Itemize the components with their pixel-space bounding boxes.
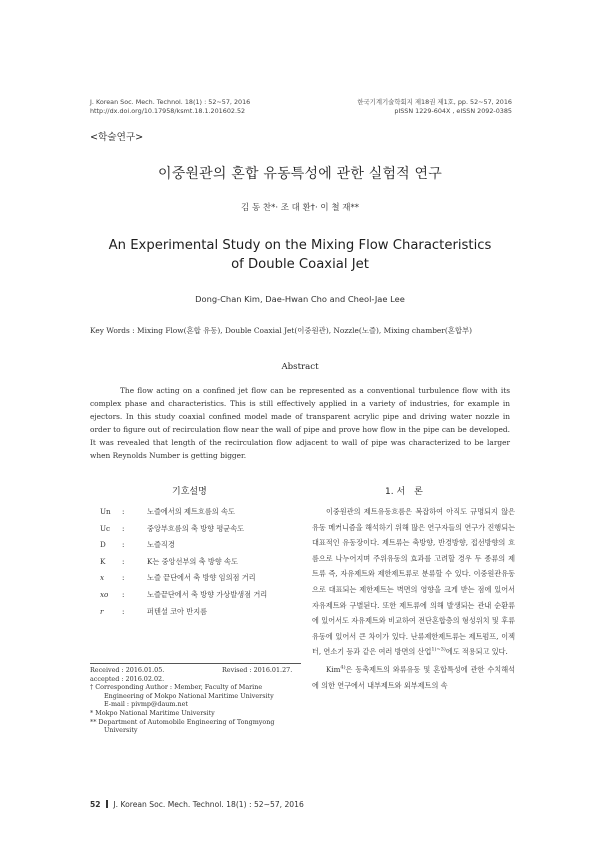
nomenclature-row	[100, 524, 300, 541]
authors-english: Dong-Chan Kim, Dae-Hwan Cho and Cheol-Jae Lee	[195, 294, 405, 304]
nomenclature-row	[100, 540, 300, 557]
abstract-heading: Abstract	[281, 362, 319, 372]
nomenclature-symbol: Uc	[100, 523, 111, 533]
nomenclature-desc: 노즐직경	[147, 540, 175, 550]
nomenclature-desc: 노즐끝단에서 축 방향 가상발생점 거리	[147, 590, 268, 599]
nomenclature-symbol: D	[100, 540, 106, 550]
nomenclature-symbol: xo	[100, 590, 109, 599]
keywords: Key Words : Mixing Flow(혼합 유동), Double Coaxial Jet(이중원관), Nozzle(노즐), Mixing chamber(혼합부)	[90, 326, 473, 335]
footnote-divider	[90, 663, 301, 664]
nomenclature-sep: :	[122, 507, 125, 516]
affiliation-2: ** Department of Automobile Engineering of Tongmyong	[90, 717, 275, 726]
nomenclature-row	[100, 607, 300, 624]
nomenclature-sep: :	[122, 573, 125, 583]
affiliation-1: * Mokpo National Maritime University	[90, 708, 215, 717]
nomenclature-sep: :	[122, 556, 125, 566]
citation-author: Kim	[326, 664, 341, 674]
footer-citation: J. Korean Soc. Mech. Technol. 18(1) : 52~57, 2016	[113, 800, 304, 809]
nomenclature-sep: :	[122, 540, 125, 550]
nomenclature-sep: :	[122, 523, 125, 533]
citation-superscript: 1)~3)	[431, 646, 446, 653]
nomenclature-sep: :	[122, 606, 125, 616]
nomenclature-desc: K는 중앙선부의 축 방향 속도	[147, 556, 238, 566]
received-date: Received : 2016.01.05.	[90, 666, 165, 674]
nomenclature-symbol: K	[100, 556, 106, 566]
nomenclature-desc: 중앙부흐름의 축 방향 평균속도	[147, 523, 245, 533]
journal-citation: J. Korean Soc. Mech. Technol. 18(1) : 52~57, 2016	[90, 98, 251, 106]
corresponding-author: † Corresponding Author : Member, Faculty of Marine	[90, 683, 263, 692]
abstract-text: The flow acting on a confined jet flow can be represented as a conventional turbulence flow with its complex phase and characteristics. This is still effectively applied in a variety of industries, for example in ejectors. In this study coaxial confined model made of transparent acrylic pipe and driving water nozzle in order to figure out of recirculation flow near the wall of pipe and prove how flow in the pipe can be developed. It was revealed that length of the recirculation flow adjacent to wall of pipe was characterized to be larger when Reynolds Number is getting bigger.	[90, 386, 510, 461]
introduction-heading: 1. 서 론	[385, 487, 423, 497]
nomenclature-row	[100, 557, 300, 574]
revised-date: Revised : 2016.01.27.	[222, 666, 293, 674]
received-date-line	[90, 666, 305, 675]
journal-citation-korean: 한국기계기술학회지 제18권 제1호, pp. 52~57, 2016	[357, 98, 512, 106]
title-english-line1: An Experimental Study on the Mixing Flow Characteristics	[108, 238, 492, 253]
footnotes	[90, 666, 305, 735]
nomenclature-desc: 노즐에서의 제트흐름의 속도	[147, 507, 235, 516]
title-english-line2: of Double Coaxial Jet	[231, 257, 369, 272]
nomenclature-sep: :	[122, 590, 125, 599]
nomenclature-row	[100, 507, 300, 524]
nomenclature-symbol: r	[100, 606, 104, 616]
article-category: <학술연구>	[90, 132, 144, 143]
accepted-date: accepted : 2016.02.02.	[90, 674, 165, 683]
title-korean: 이중원관의 혼합 유동특성에 관한 실험적 연구	[157, 166, 442, 182]
authors-korean: 김 동 찬*· 조 대 환†· 이 철 재**	[241, 203, 359, 213]
corresponding-author-affiliation: Engineering of Mokpo National Maritime University	[104, 691, 274, 700]
introduction-body	[312, 504, 515, 693]
introduction-paragraph-1-text: 이중원관의 제트유동흐름은 복잡하여 아직도 규명되지 않은 유동 메커니즘을 해석하기 위해 많은 연구자들의 연구가 진행되는 대표적인 유동장이다. 제트류는 축방향, 반경방향, 접선방향의 흐름으로 나누어지며 주위유동의 효과를 고려할 경우 두 종류의 제트류 즉, 자유제트와 제한제트류로 분류할 수 있다. 이중원관유동으로 대표되는 제한제트는 벽면의 영향을 크게 받는 점에 있어서 자유제트와 구별된다. 또한 제트류에 의해 발생되는 관내 순환류에 있어서도 자유제트와 비교하여 전단혼합층의 형성위치 및 후류 유동에 있어서 큰 차이가 있다. 난류제한제트류는 제트펌프, 이젝터, 연소기 등과 같은 여러 방면의 산업	[312, 507, 515, 657]
introduction-paragraph-2-text: 은 동축제트의 와류유동 및 혼합특성에 관한 수치해석에 의한 연구에서 내부제트와 외부제트의 속	[312, 664, 515, 690]
corresponding-email[interactable]: E-mail : pivmp@daum.net	[104, 700, 188, 709]
nomenclature-row	[100, 573, 300, 590]
doi-link[interactable]: http://dx.doi.org/10.17958/ksmt.18.1.201602.52	[90, 107, 246, 115]
affiliation-2-continued: University	[104, 726, 138, 735]
issn-info: pISSN 1229-604X , eISSN 2092-0385	[394, 107, 512, 115]
nomenclature-row	[100, 590, 300, 607]
nomenclature-desc: 노즐 끝단에서 축 방향 임의점 거리	[147, 573, 256, 583]
introduction-paragraph-1-end: 에도 적용되고 있다.	[445, 647, 508, 657]
footer-separator	[106, 800, 108, 808]
introduction-paragraph-1	[312, 504, 515, 660]
citation-superscript: 4)	[340, 664, 346, 671]
nomenclature-symbol: x	[100, 573, 105, 583]
nomenclature-desc: 퍼텐셜 코아 반지름	[147, 606, 208, 616]
introduction-paragraph-2	[312, 662, 515, 693]
nomenclature-symbol: Un	[100, 507, 111, 516]
nomenclature-heading: 기호설명	[172, 487, 207, 497]
page-number: 52	[90, 800, 101, 809]
page-footer	[90, 800, 304, 809]
